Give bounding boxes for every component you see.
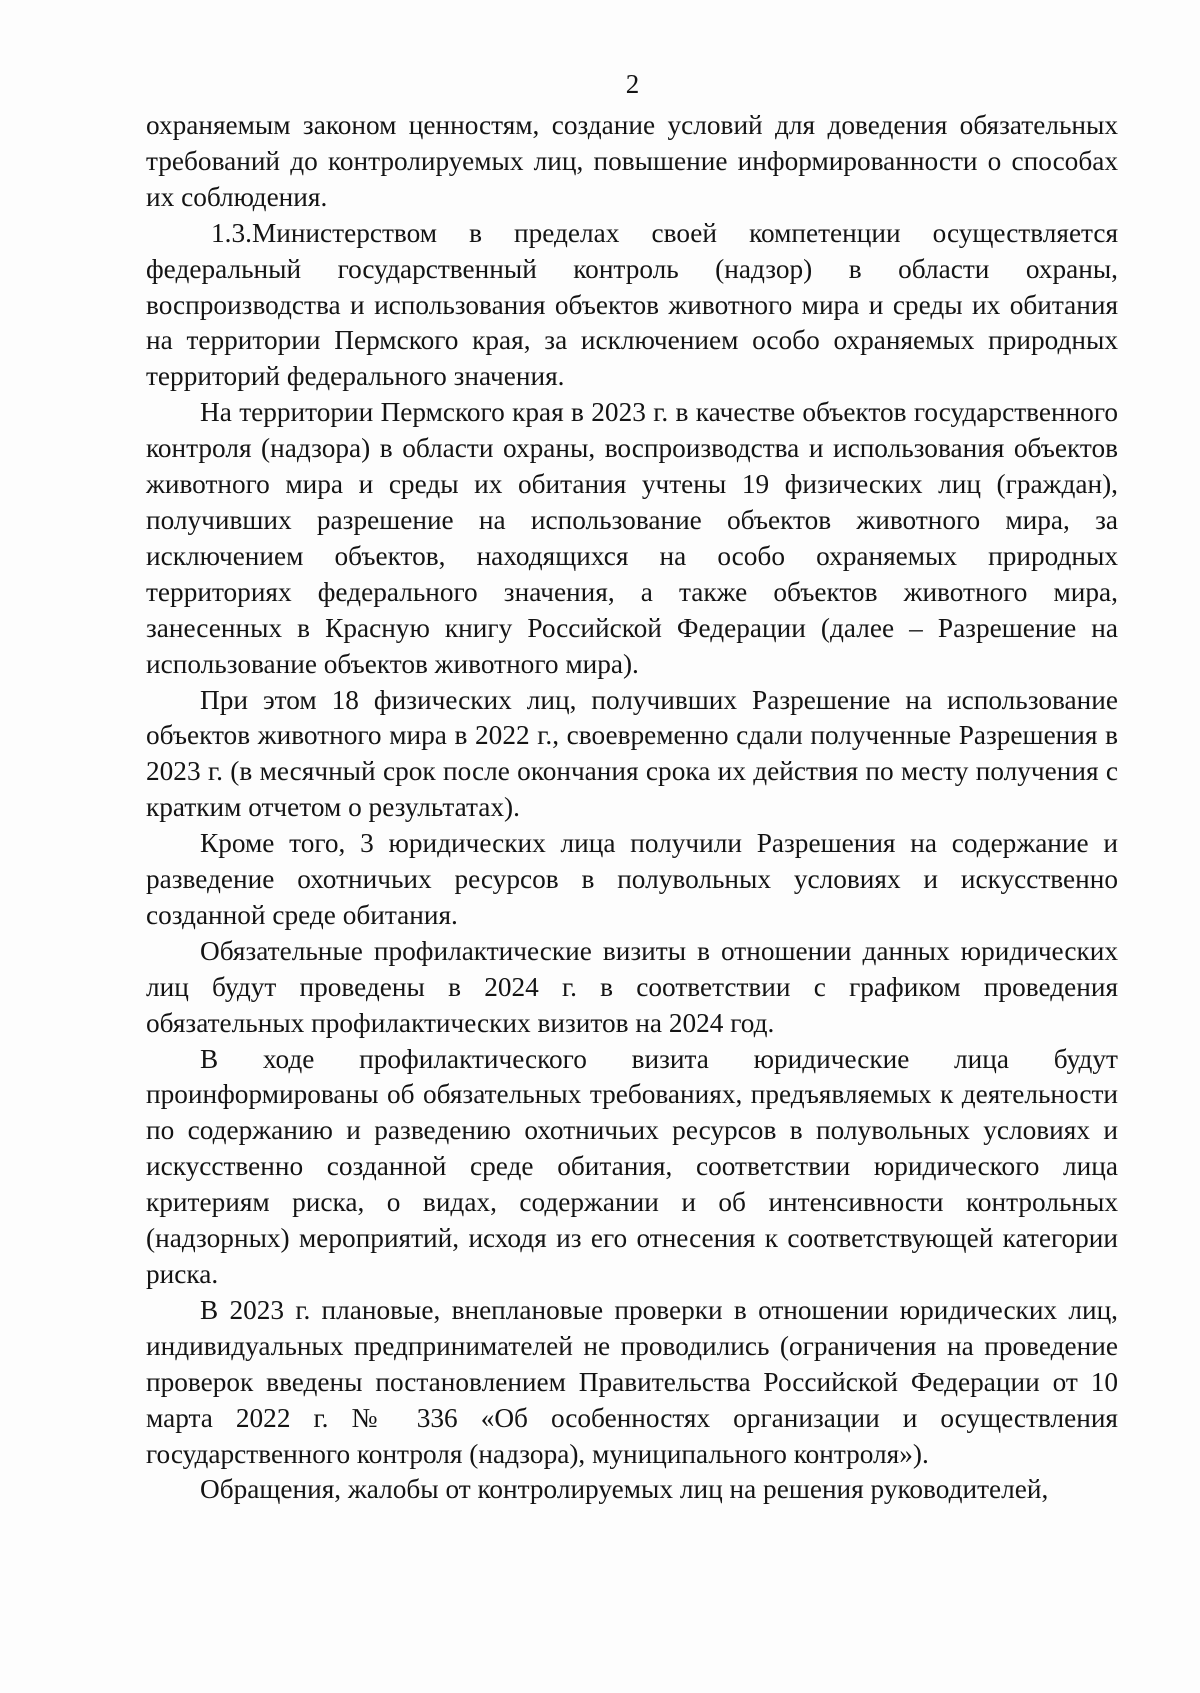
paragraph-permits-returned: При этом 18 физических лиц, получивших Разрешение на использование объектов животного мира в 2022 г., своевременно сдали полученные Разрешения в 2023 г. (в месячный срок после окончания срока их действия по месту получения с кратким отчетом о результатах). bbox=[146, 684, 1118, 823]
paragraph-section-1-3: 1.3.Министерством в пределах своей компетенции осуществляется федеральный государственный контроль (надзор) в области охраны, воспроизводства и использования объектов животного мира и среды их обитания на территории Пермского края, за исключением особо охраняемых природных территорий федерального значения. bbox=[146, 217, 1118, 392]
paragraph-visit-information: В ходе профилактического визита юридические лица будут проинформированы об обязательных требованиях, предъявляемых к деятельности по содержанию и разведению охотничьих ресурсов в полувольных условиях и искусственно созданной среде обитания, соответствии юридического лица критериям риска, о видах, содержании и об интенсивности контрольных (надзорных) мероприятий, исходя из его отнесения к соответствующей категории риска. bbox=[146, 1043, 1118, 1289]
document-body bbox=[146, 108, 1118, 1508]
paragraph-control-objects: На территории Пермского края в 2023 г. в качестве объектов государственного контроля (надзора) в области охраны, воспроизводства и использования объектов животного мира и среды их обитания учтены 19 физических лиц (граждан), получивших разрешение на использование объектов животного мира, за исключением объектов, находящихся на особо охраняемых природных территориях федерального значения, а также объектов животного мира, занесенных в Красную книгу Российской Федерации (далее – Разрешение на использование объектов животного мира). bbox=[146, 397, 1118, 679]
paragraph-inspections-2023: В 2023 г. плановые, внеплановые проверки в отношении юридических лиц, индивидуальных предпринимателей не проводились (ограничения на проведение проверок введены постановлением Правительства Российской Федерации от 10 марта 2022 г. № 336 «Об особенностях организации и осуществления государственного контроля (надзора), муниципального контроля»). bbox=[146, 1294, 1118, 1469]
paragraph-continuation: охраняемым законом ценностям, создание условий для доведения обязательных требований до контролируемых лиц, повышение информированности о способах их соблюдения. bbox=[146, 110, 1118, 212]
paragraph-complaints: Обращения, жалобы от контролируемых лиц на решения руководителей, bbox=[200, 1474, 1049, 1505]
paragraph-legal-entities-permits: Кроме того, 3 юридических лица получили Разрешения на содержание и разведение охотничьих ресурсов в полувольных условиях и искусственно созданной среде обитания. bbox=[146, 828, 1118, 930]
paragraph-preventive-visits: Обязательные профилактические визиты в отношении данных юридических лиц будут проведены в 2024 г. в соответствии с графиком проведения обязательных профилактических визитов на 2024 год. bbox=[146, 935, 1118, 1038]
page-number: 2 bbox=[625, 69, 640, 99]
